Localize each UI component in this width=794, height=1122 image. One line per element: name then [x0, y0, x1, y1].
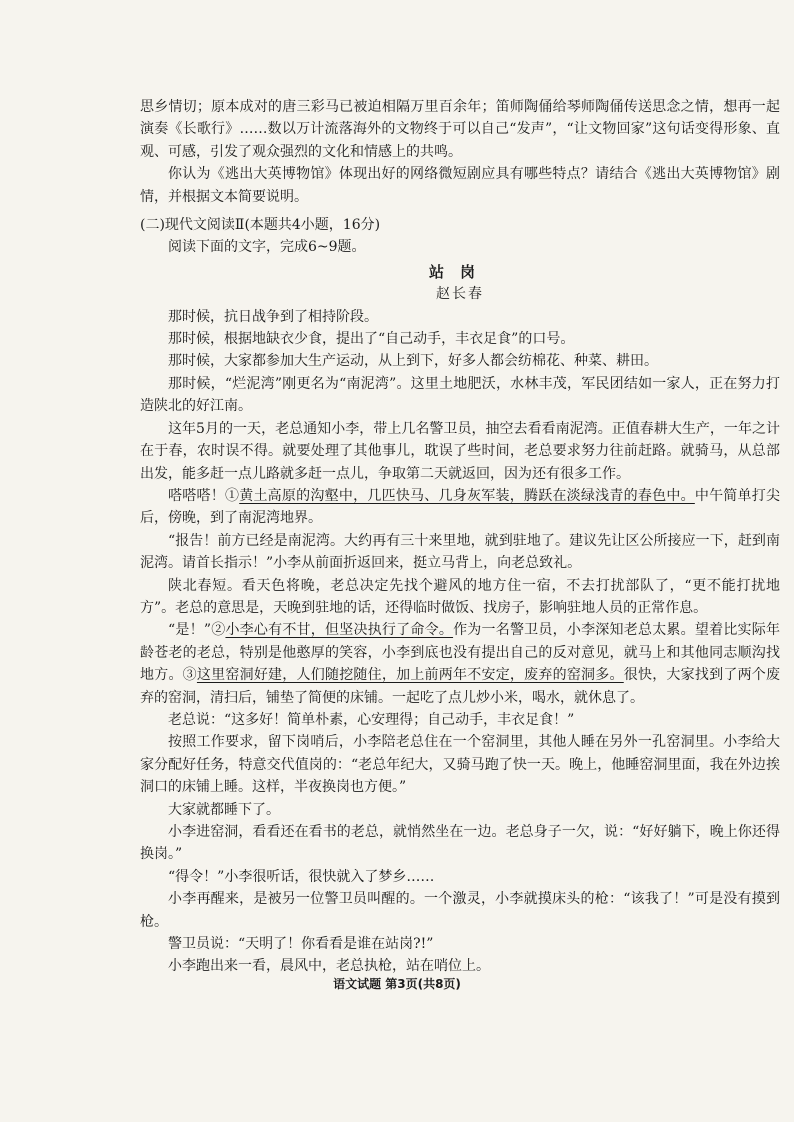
paragraph-end: 中午简单打尖后，傍晚，到了南泥湾地界。 — [140, 487, 781, 527]
story-paragraph: “报告！前方已经是南泥湾。大约再有三十来里地，就到驻地了。建议先让区公所接应一下，赶到南泥湾。请首长指示！”小李从前面折返回来，挺立马背上，向老总致礼。 — [140, 532, 780, 572]
underlined-sentence-2: 小李心有不甘，但坚决执行了命令。 — [225, 622, 454, 639]
paragraph-end: 很快，大家找到了两个废弃的窑洞，清扫后，铺垫了简便的床铺。一起吃了点儿炒小米，喝水，就休息了。 — [140, 667, 781, 706]
question-5: 你认为《逃出大英博物馆》体现出好的网络微短剧应具有哪些特点？请结合《逃出大英博物馆》剧情，并根据文本简要说明。 — [140, 166, 780, 205]
section-instruction: 阅读下面的文字，完成6~9题。 — [168, 239, 366, 256]
story-paragraph: 那时候，根据地缺衣少食，提出了“自己动手，丰衣足食”的口号。 — [168, 331, 575, 348]
story-paragraph: 这年5月的一天，老总通知小李，带上几名警卫员，抽空去看看南泥湾。正值春耕大生产，一年之计在于春，农时误不得。就要处理了其他事儿，耽误了些时间，老总要求努力往前赶路。就骑马，从总部出发，能多赶一点儿路就多赶一点儿，争取第二天就返回，因为还有很多工作。 — [140, 420, 780, 482]
story-paragraph: “得令！”小李很听话，很快就入了梦乡…… — [168, 868, 435, 885]
story-paragraph-marked-1 — [140, 485, 780, 530]
story-paragraph: 按照工作要求，留下岗哨后，小李陪老总住在一个窑洞里，其他人睡在另外一孔窑洞里。小李给大家分配好任务，特意交代值岗的：“老总年纪大，又骑马跑了快一天。晚上，他睡窑洞里面，我在外边挨洞口的床铺上睡。这样，半夜换岗也方便。” — [140, 734, 780, 796]
page-content — [140, 96, 780, 978]
paragraph-start: 嗒嗒嗒！① — [168, 487, 240, 504]
story-title: 站岗 — [428, 262, 491, 281]
story-paragraph: 大家就都睡下了。 — [168, 801, 280, 818]
story-paragraph: 小李再醒来，是被另一位警卫员叫醒的。一个激灵，小李就摸床头的枪：“该我了！”可是没有摸到枪。 — [140, 891, 780, 930]
intro-paragraph: 思乡情切；原本成对的唐三彩马已被迫相隔万里百余年；笛师陶俑给琴师陶俑传送思念之情，想再一起演奏《长歌行》……数以万计流落海外的文物终于可以自己“发声”，“让文物回家”这句话变得形象、直观、可感，引发了观众强烈的文化和情感上的共鸣。 — [140, 99, 780, 160]
story-paragraph: 小李跑出来一看，晨风中，老总执枪，站在哨位上。 — [168, 958, 490, 975]
underlined-sentence-1: 黄土高原的沟壑中，几匹快马、几身灰军装，腾跃在淡绿浅青的春色中。 — [239, 487, 695, 504]
story-paragraph: 警卫员说：“天明了！你看看是谁在站岗?!” — [168, 936, 434, 953]
story-paragraph: 小李进窑洞，看看还在看书的老总，就悄然坐在一边。老总身子一欠，说：“好好躺下，晚上你还得换岗。” — [140, 824, 780, 863]
story-paragraph: 那时候，抗日战争到了相持阶段。 — [168, 308, 378, 325]
story-paragraph: 老总说：“这多好！简单朴素，心安理得；自己动手，丰衣足食！” — [168, 711, 575, 728]
page-footer: 语文试题 第3页(共8页) — [333, 977, 461, 991]
underlined-sentence-3: 这里窑洞好建，人们随挖随住，加上前两年不安定，废弃的窑洞多。 — [196, 667, 624, 684]
story-paragraph: 那时候，“烂泥湾”刚更名为“南泥湾”。这里土地肥沃，水林丰茂，军民团结如一家人，正在努力打造陕北的好江南。 — [140, 375, 780, 415]
story-paragraph: 陕北春短。看天色将晚，老总决定先找个避风的地方住一宿，不去打扰部队了，“更不能打扰地方”。老总的意思是，天晚到驻地的话，还得临时做饭、找房子，影响驻地人员的正常作息。 — [140, 577, 780, 616]
paragraph-middle: 作为一名警卫员，小李深知老总太累。望着比实际年龄苍老的老总，特别是他憨厚的笑容，小李到底也没有提出自己的反对意见，就马上和其他同志顺沟找地方。③ — [140, 622, 781, 684]
paragraph-start: “是！”② — [168, 622, 226, 639]
story-author: 赵长春 — [436, 286, 484, 303]
story-paragraph: 那时候，大家都参加大生产运动，从上到下，好多人都会纺棉花、种菜、耕田。 — [168, 353, 658, 370]
section-title: (二)现代文阅读Ⅱ(本题共4小题，16分) — [140, 217, 381, 234]
story-paragraph-marked-2 — [140, 619, 780, 709]
